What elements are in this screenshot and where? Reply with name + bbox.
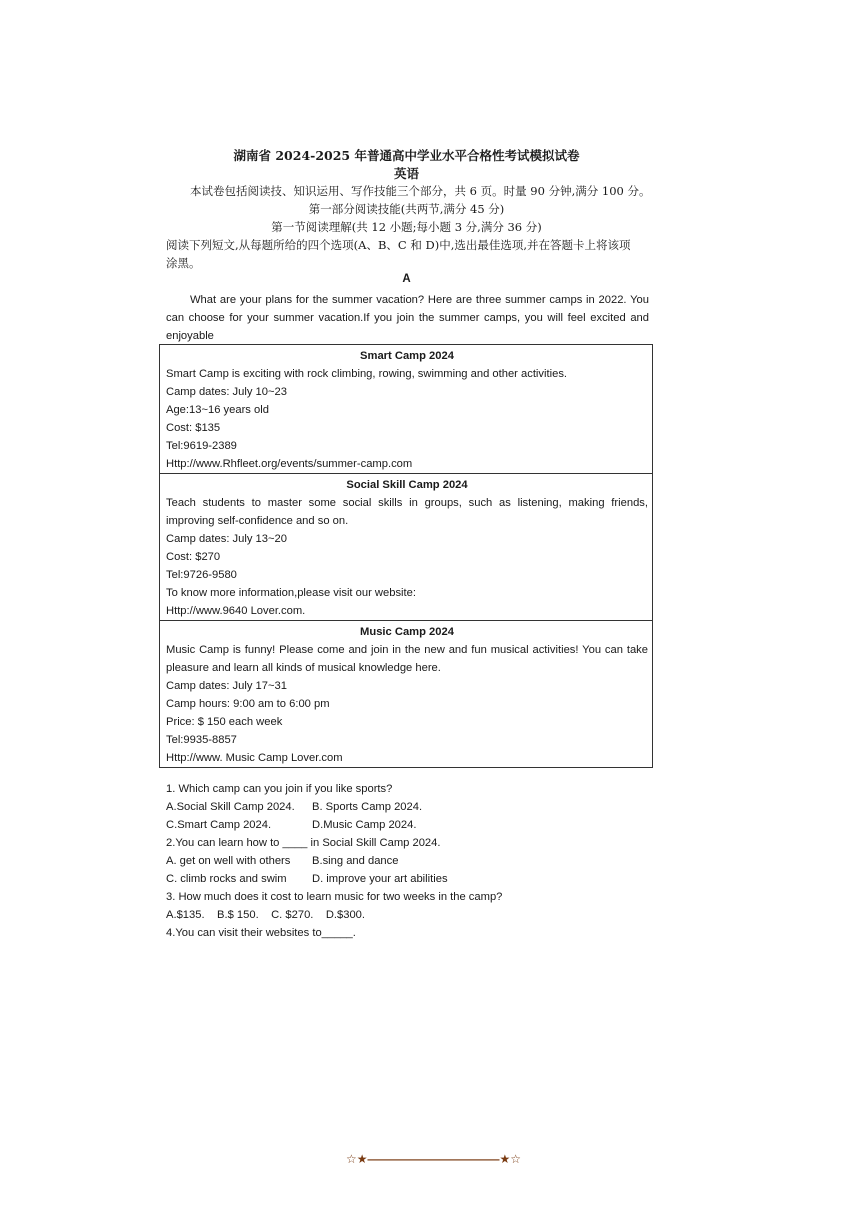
question-3: 3. How much does it cost to learn music for two weeks in the camp? bbox=[166, 891, 503, 903]
question-2: 2.You can learn how to ____ in Social Skill Camp 2024. bbox=[166, 837, 441, 849]
question-3-options: A.$135. B.$ 150. C. $270. D.$300. bbox=[166, 909, 366, 921]
camp-tel: Tel:9935-8857 bbox=[166, 734, 237, 746]
camp-description: Music Camp is funny! Please come and join in the new and fun musical activities! You can take pleasure and learn all kinds of musical knowledge here. bbox=[166, 644, 648, 674]
camp-cost: Cost: $270 bbox=[166, 551, 221, 563]
option-d: D.Music Camp 2024. bbox=[312, 819, 417, 831]
passage-label: A bbox=[402, 273, 411, 285]
camp-description: Teach students to master some social skills in groups, such as listening, making friends, improving self-confidence and so on. bbox=[166, 497, 648, 527]
camp-title: Music Camp 2024 bbox=[360, 626, 454, 638]
option-c: C.Smart Camp 2024. bbox=[166, 819, 272, 831]
camp-website: Http://www.9640 Lover.com. bbox=[166, 605, 306, 617]
camp-info: To know more information,please visit our website: bbox=[166, 587, 416, 599]
camp-dates: Camp dates: July 10~23 bbox=[166, 386, 287, 398]
question-2-options-ab bbox=[166, 852, 399, 870]
option-a: A.Social Skill Camp 2024. bbox=[166, 801, 295, 813]
smart-camp-box bbox=[160, 345, 652, 473]
camp-description: Smart Camp is exciting with rock climbing, rowing, swimming and other activities. bbox=[166, 368, 568, 380]
passage-intro: What are your plans for the summer vacation? Here are three summer camps in 2022. You can choose for your summer vacation.If you join the summer camps, you will feel excited and enjoyable bbox=[166, 294, 649, 342]
music-camp-box bbox=[160, 620, 652, 767]
exam-subject: 英语 bbox=[393, 166, 419, 181]
question-2-options-cd bbox=[166, 870, 448, 888]
camp-dates: Camp dates: July 13~20 bbox=[166, 533, 287, 545]
footer-divider: ☆★———————————★☆ bbox=[345, 1152, 522, 1166]
directions-line-2: 涂黑。 bbox=[166, 256, 201, 270]
camp-age: Age:13~16 years old bbox=[166, 404, 269, 416]
camp-title: Social Skill Camp 2024 bbox=[346, 479, 468, 491]
question-1-options-ab bbox=[166, 798, 423, 816]
camp-table bbox=[159, 344, 653, 768]
camp-website: Http://www.Rhfleet.org/events/summer-camp.com bbox=[166, 458, 413, 470]
camp-cost: Cost: $135 bbox=[166, 422, 221, 434]
question-1: 1. Which camp can you join if you like sports? bbox=[166, 783, 393, 795]
camp-hours: Camp hours: 9:00 am to 6:00 pm bbox=[166, 698, 330, 710]
camp-tel: Tel:9619-2389 bbox=[166, 440, 237, 452]
option-b: B.sing and dance bbox=[312, 855, 399, 867]
directions-line-1: 阅读下列短文,从每题所给的四个选项(A、B、C 和 D)中,选出最佳选项,并在答题卡上将该项 bbox=[166, 238, 631, 252]
question-1-options-cd bbox=[166, 816, 417, 834]
camp-tel: Tel:9726-9580 bbox=[166, 569, 237, 581]
option-b: B. Sports Camp 2024. bbox=[312, 801, 423, 813]
camp-website: Http://www. Music Camp Lover.com bbox=[166, 752, 343, 764]
camp-title: Smart Camp 2024 bbox=[360, 350, 454, 362]
section-heading: 第一节阅读理解(共 12 小题;每小题 3 分,满分 36 分) bbox=[271, 220, 542, 234]
option-a: A. get on well with others bbox=[166, 855, 291, 867]
exam-title: 湖南省 2024-2025 年普通高中学业水平合格性考试模拟试卷 bbox=[233, 148, 580, 163]
part-heading: 第一部分阅读技能(共两节,满分 45 分) bbox=[308, 202, 505, 216]
option-c: C. climb rocks and swim bbox=[166, 873, 287, 885]
option-d: D. improve your art abilities bbox=[312, 873, 448, 885]
camp-price: Price: $ 150 each week bbox=[166, 716, 283, 728]
camp-dates: Camp dates: July 17~31 bbox=[166, 680, 287, 692]
social-skill-camp-box bbox=[160, 473, 652, 620]
exam-instructions: 本试卷包括阅读技、知识运用、写作技能三个部分，共 6 页。时量 90 分钟,满分 100 分。 bbox=[190, 184, 651, 198]
question-4: 4.You can visit their websites to_____. bbox=[166, 927, 356, 939]
